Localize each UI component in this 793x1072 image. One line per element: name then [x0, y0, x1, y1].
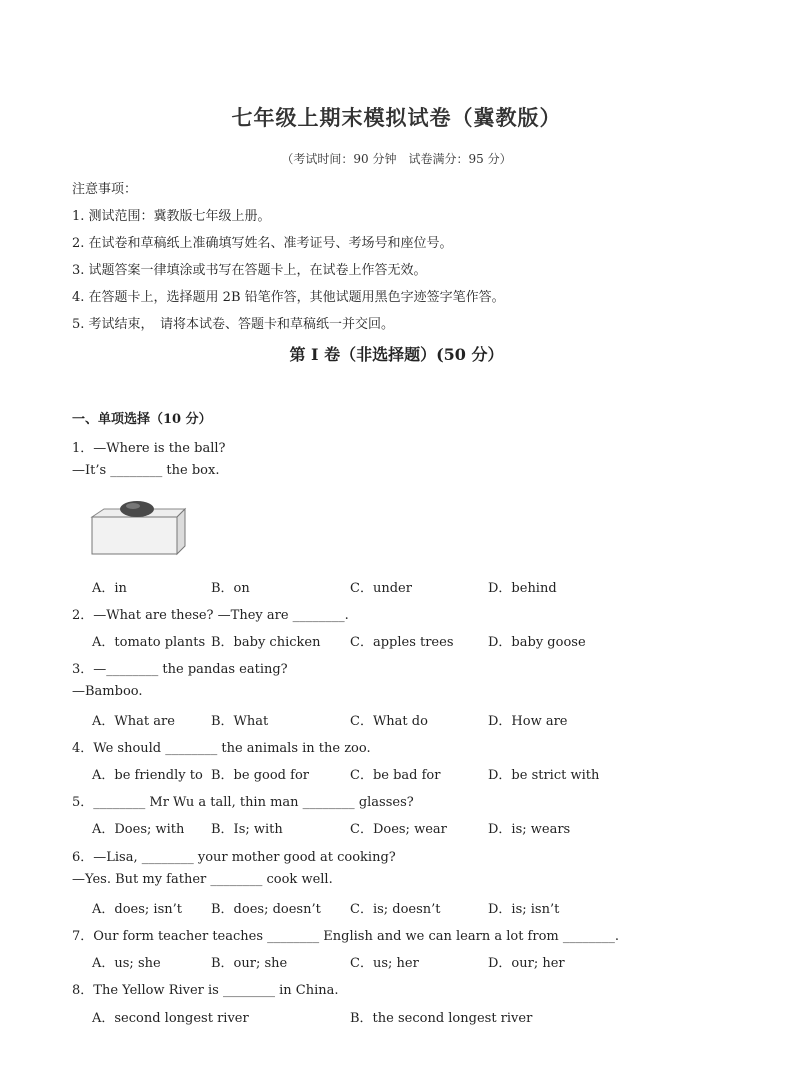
- question-6-option-d[interactable]: D．is; isn’t: [488, 902, 560, 917]
- section-title: 第 I 卷（非选择题）(50 分）: [289, 345, 504, 364]
- question-3-option-c[interactable]: C．What do: [350, 714, 428, 729]
- exam-title: 七年级上期末模拟试卷（冀教版）: [231, 106, 562, 130]
- question-1-line-2: —It’s ________ the box.: [72, 463, 220, 478]
- question-6-option-a[interactable]: A．does; isn’t: [92, 902, 182, 917]
- question-3-line-2: —Bamboo.: [72, 684, 143, 699]
- question-5-option-d[interactable]: D．is; wears: [488, 822, 571, 837]
- question-4-line-1: 4．We should ________ the animals in the zoo.: [72, 741, 371, 756]
- question-2-option-b[interactable]: B．baby chicken: [211, 635, 321, 650]
- question-6-line-1: 6．—Lisa, ________ your mother good at cooking?: [72, 850, 396, 865]
- question-6-option-c[interactable]: C．is; doesn’t: [350, 902, 441, 917]
- question-2-option-d[interactable]: D．baby goose: [488, 635, 586, 650]
- question-8-option-a[interactable]: A．second longest river: [92, 1011, 249, 1026]
- question-4-option-b[interactable]: B．be good for: [211, 768, 309, 783]
- question-3-option-b[interactable]: B．What: [211, 714, 269, 729]
- note-item: 5. 考试结束， 请将本试卷、答题卡和草稿纸一并交回。: [72, 317, 395, 332]
- question-5-line-1: 5．________ Mr Wu a tall, thin man ________ glasses?: [72, 795, 414, 810]
- part-title: 一、单项选择（10 分）: [72, 412, 212, 427]
- question-5-option-a[interactable]: A．Does; with: [92, 822, 185, 837]
- ball-on-box-icon: [82, 495, 187, 557]
- exam-subtitle: （考试时间：90 分钟 试卷满分：95 分）: [281, 152, 512, 166]
- question-2-option-c[interactable]: C．apples trees: [350, 635, 454, 650]
- question-1-line-1: 1．—Where is the ball?: [72, 441, 226, 456]
- question-1-option-b[interactable]: B．on: [211, 581, 250, 596]
- question-4-option-a[interactable]: A．be friendly to: [92, 768, 203, 783]
- question-1-option-d[interactable]: D．behind: [488, 581, 557, 596]
- question-8-option-b[interactable]: B．the second longest river: [350, 1011, 533, 1026]
- question-7-option-a[interactable]: A．us; she: [92, 956, 161, 971]
- question-3-option-d[interactable]: D．How are: [488, 714, 568, 729]
- question-3-line-1: 3．—________ the pandas eating?: [72, 662, 288, 677]
- ball-on-box-image: [82, 495, 187, 557]
- question-6-option-b[interactable]: B．does; doesn’t: [211, 902, 321, 917]
- question-8-line-1: 8．The Yellow River is ________ in China.: [72, 983, 339, 998]
- question-7-option-d[interactable]: D．our; her: [488, 956, 565, 971]
- question-2-line-1: 2．—What are these? —They are ________.: [72, 608, 349, 623]
- question-1-option-a[interactable]: A．in: [92, 581, 127, 596]
- note-item: 1. 测试范围：冀教版七年级上册。: [72, 209, 271, 224]
- question-1-option-c[interactable]: C．under: [350, 581, 412, 596]
- note-item: 4. 在答题卡上，选择题用 2B 铅笔作答，其他试题用黑色字迹签字笔作答。: [72, 290, 505, 305]
- question-7-line-1: 7．Our form teacher teaches ________ English and we can learn a lot from ________.: [72, 929, 620, 944]
- note-item: 3. 试题答案一律填涂或书写在答题卡上，在试卷上作答无效。: [72, 263, 427, 278]
- note-item: 2. 在试卷和草稿纸上准确填写姓名、准考证号、考场号和座位号。: [72, 236, 453, 251]
- question-4-option-c[interactable]: C．be bad for: [350, 768, 441, 783]
- question-5-option-b[interactable]: B．Is; with: [211, 822, 283, 837]
- question-3-option-a[interactable]: A．What are: [92, 714, 175, 729]
- question-4-option-d[interactable]: D．be strict with: [488, 768, 600, 783]
- question-5-option-c[interactable]: C．Does; wear: [350, 822, 447, 837]
- notes-heading: 注意事项：: [72, 182, 138, 197]
- question-7-option-c[interactable]: C．us; her: [350, 956, 419, 971]
- question-6-line-2: —Yes. But my father ________ cook well.: [72, 872, 333, 887]
- question-2-option-a[interactable]: A．tomato plants: [92, 635, 206, 650]
- question-7-option-b[interactable]: B．our; she: [211, 956, 288, 971]
